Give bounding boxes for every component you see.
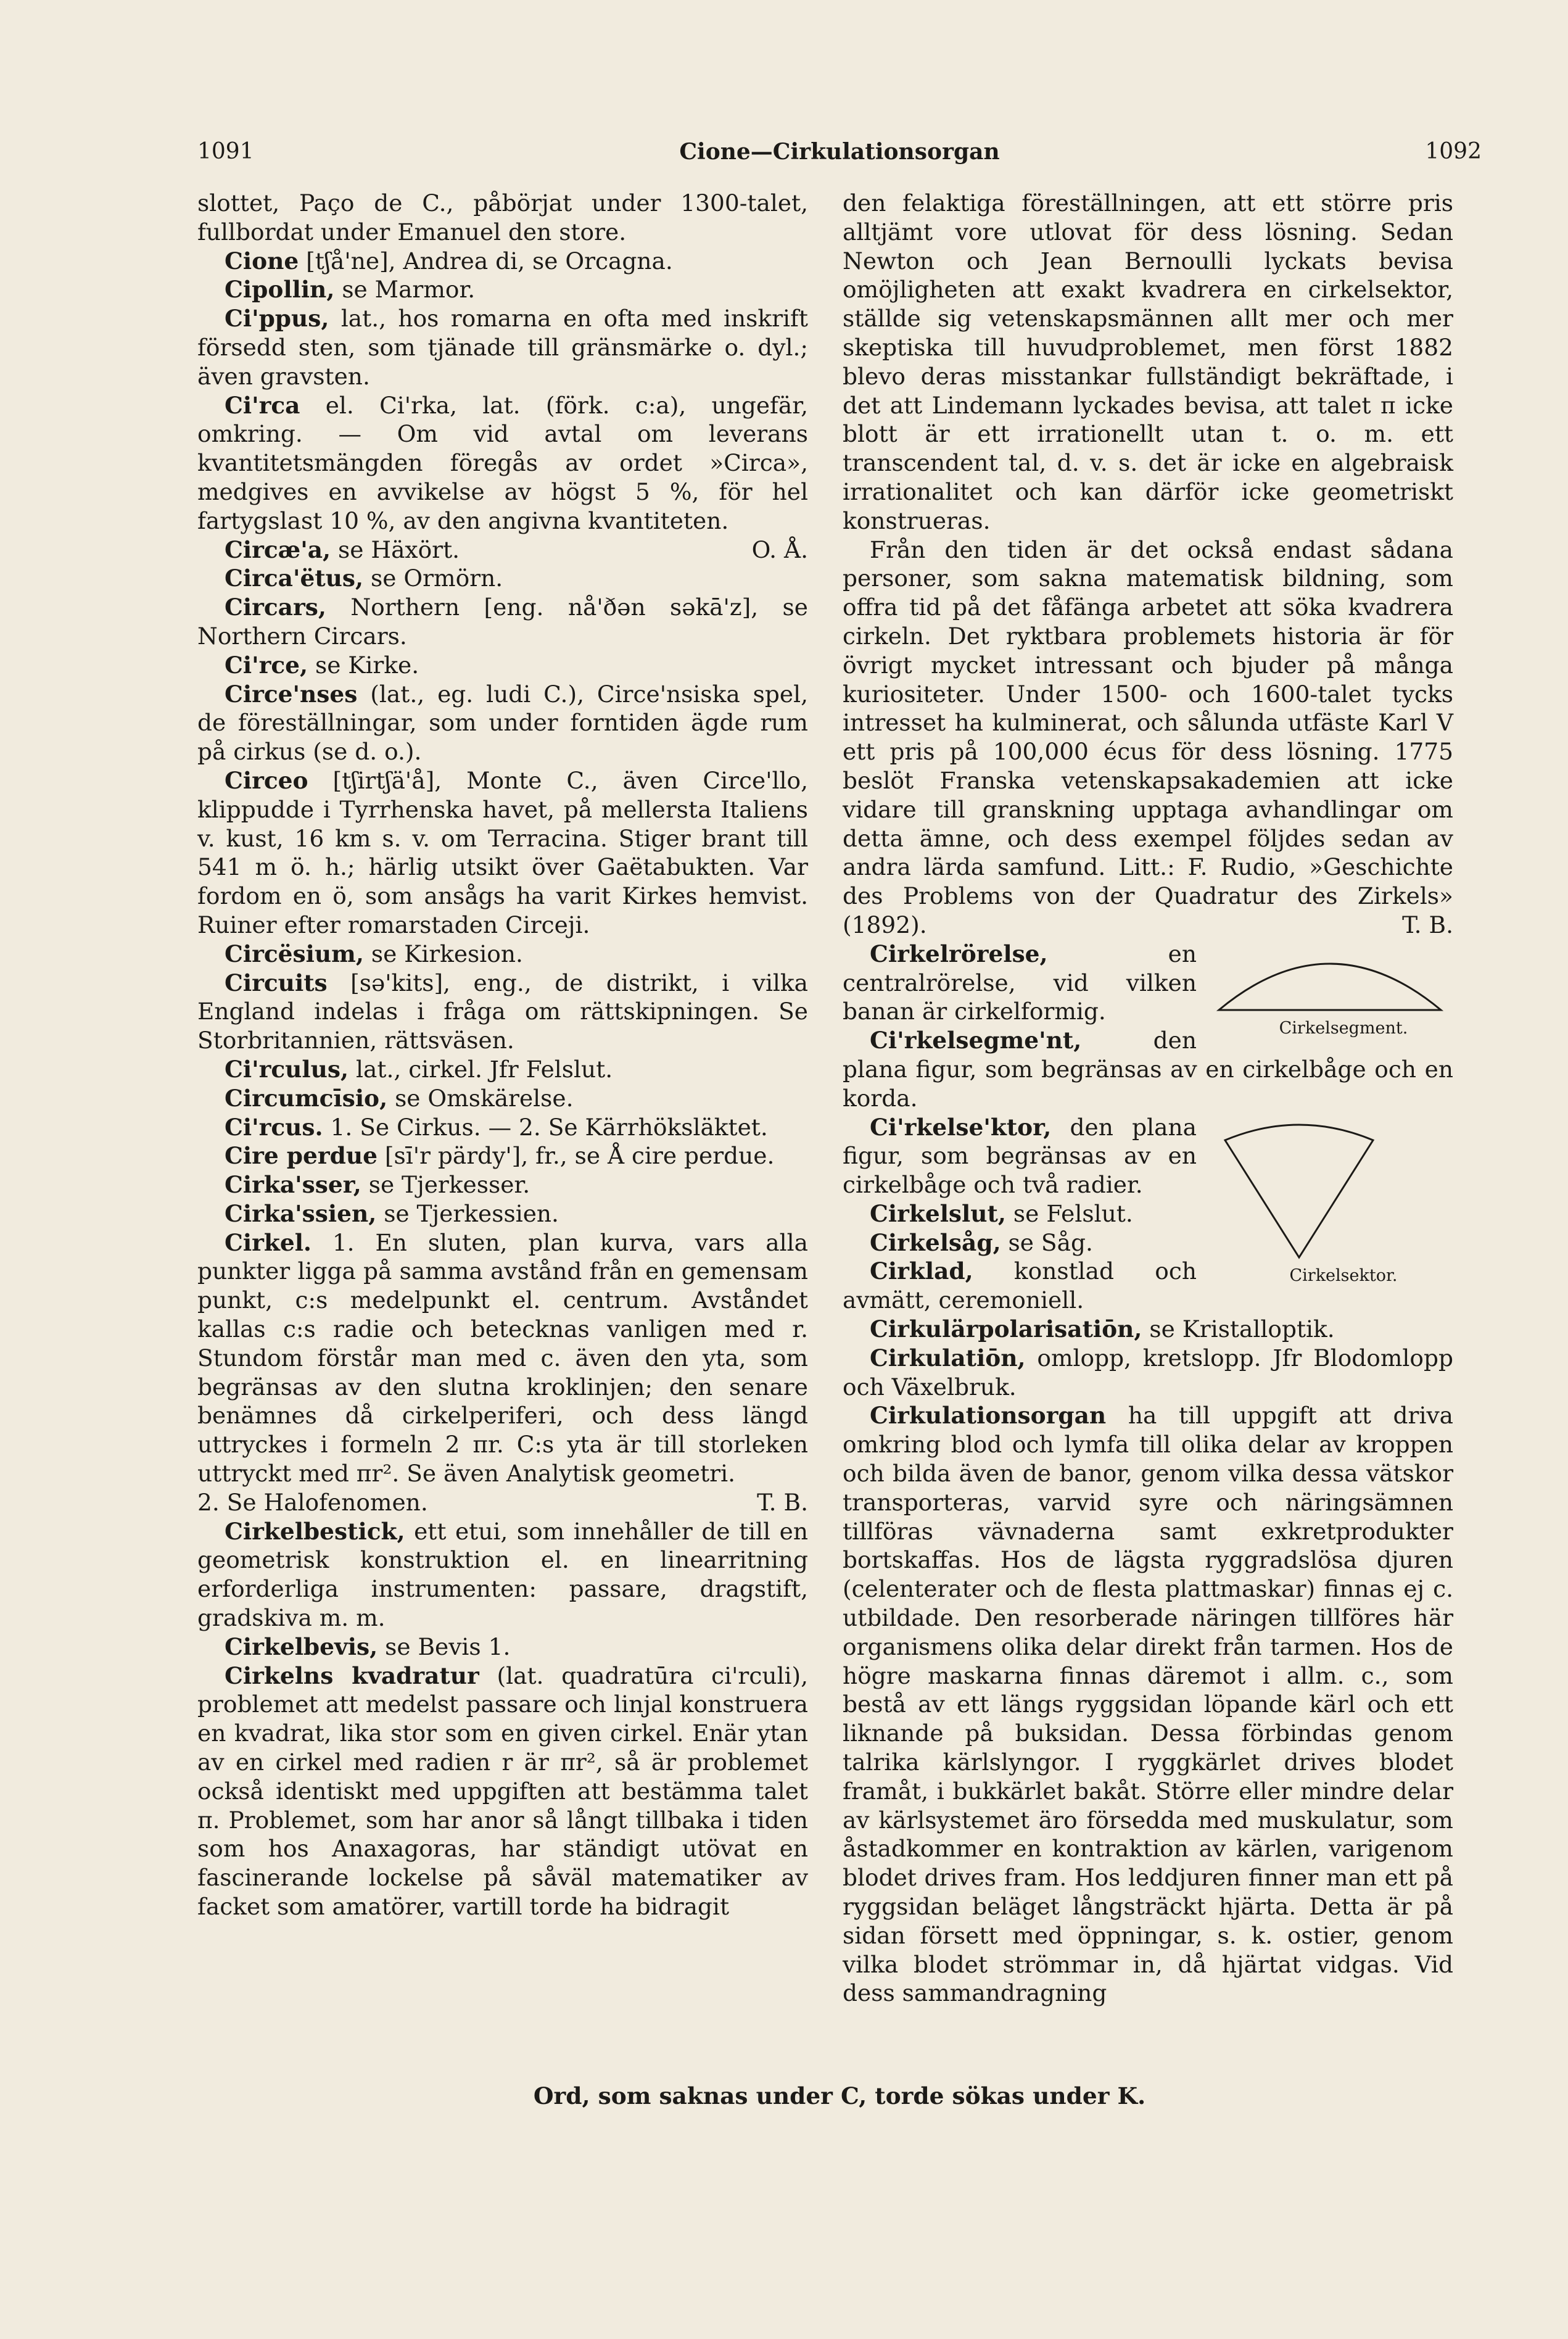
entry-headword: Cirkelsåg, <box>870 1228 1001 1256</box>
entry-headword: Cirkelbevis, <box>225 1633 378 1660</box>
entry-headword: Ci'rcus. <box>225 1113 323 1141</box>
segment-drawing <box>1207 942 1453 1016</box>
entry-text: den plana figur, som begränsas av en cirkelbåge och en korda. <box>843 1027 1453 1112</box>
dictionary-entry <box>197 1113 808 1142</box>
entry-text: lat., cirkel. Jfr Felslut. <box>356 1055 613 1083</box>
dictionary-entry <box>197 1488 808 1517</box>
entry-headword: Ci'ppus, <box>225 305 329 333</box>
dictionary-entry <box>197 275 808 304</box>
author-signature: T. B. <box>1402 911 1453 938</box>
entry-headword: Ci'rculus, <box>225 1055 349 1083</box>
entry-headword: Cirkelns kvadratur <box>225 1662 479 1689</box>
dictionary-entry <box>197 564 808 593</box>
entry-headword: Cione <box>225 247 299 275</box>
entry-headword: Ci'rca <box>225 391 300 419</box>
entry-headword: Circumcīsio, <box>225 1084 388 1112</box>
dictionary-entry <box>197 189 808 247</box>
page-header <box>197 139 1482 176</box>
entry-text: 1. Se Cirkus. — 2. Se Kärrhöksläktet. <box>330 1113 768 1141</box>
entry-text: ha till uppgift att driva omkring blod och lymfa till olika delar av kroppen och bilda även de banor, genom vilka dessa vätskor transporteras, varvid syre och näringsämnen tillföras vävnaderna samt exkretprodukter bortskaffas. Hos de lägsta ryggradslösa djuren (celenterater och de flesta plattmaskar) finnas ej c. utbildade. Den resorberade näringen tillföres här organismens olika delar direkt från tarmen. Hos de högre maskarna finnas däremot i allm. c., som bestå av ett längs ryggsidan löpande kärl och ett liknande på buksidan. Dessa förbindas genom talrika kärlslyngor. I ryggkärlet drives blodet framåt, i bukkärlet bakåt. Större eller mindre delar av kärlsystemet äro försedda med muskulatur, som åstadkommer en kontraktion av kärlen, varigenom blodet drives fram. Hos leddjuren finner man ett på ryggsidan beläget långsträckt hjärta. Detta är på sidan försett med öppningar, s. k. ostier, genom vilka blodet strömmar in, då hjärtat vidgas. Vid dess sammandragning <box>843 1402 1454 2007</box>
entry-text: se Tjerkesser. <box>368 1171 530 1199</box>
entry-headword: Circæ'a, <box>225 536 331 563</box>
entry-text: omlopp, kretslopp. Jfr Blodomlopp och Växelbruk. <box>843 1344 1453 1401</box>
dictionary-entry <box>197 1170 808 1199</box>
dictionary-entry <box>843 1315 1453 1344</box>
sector-drawing <box>1207 1116 1392 1264</box>
dictionary-entry <box>197 304 808 391</box>
figure-segment <box>1207 942 1453 1038</box>
entry-text: en centralrörelse, vid vilken banan är cirkelformig. <box>843 940 1197 1025</box>
entry-text: se Tjerkessien. <box>384 1199 559 1227</box>
entry-headword: Circe'nses <box>225 680 358 708</box>
entry-headword: Circësium, <box>225 940 364 967</box>
footer-note: Ord, som saknas under C, torde sökas under K. <box>533 2082 1146 2109</box>
right-column <box>843 189 1453 2008</box>
running-title: Cione—Cirkulationsorgan <box>679 139 1000 165</box>
entry-text: se Såg. <box>1008 1228 1093 1256</box>
dictionary-entry <box>197 969 808 1055</box>
page-number-right: 1092 <box>1425 139 1482 164</box>
entry-text: se Omskärelse. <box>395 1084 574 1112</box>
dictionary-entry <box>197 1084 808 1113</box>
entry-text: slottet, Paço de C., påbörjat under 1300-talet, fullbordat under Emanuel den store. <box>197 189 808 246</box>
dictionary-entry <box>843 1026 1453 1112</box>
entry-headword: Cirkulatiōn, <box>870 1344 1026 1372</box>
dictionary-entry <box>197 247 808 276</box>
segment-caption: Cirkelsegment. <box>1279 1018 1408 1038</box>
entry-text: konstlad och avmätt, ceremoniell. <box>843 1257 1197 1314</box>
entry-text: se Bevis 1. <box>385 1633 511 1660</box>
entry-headword: Circa'ëtus, <box>225 565 364 592</box>
entry-headword: Circeo <box>225 766 308 794</box>
dictionary-entry <box>197 1141 808 1170</box>
entry-text: se Häxört. <box>338 536 460 563</box>
entry-headword: Cire perdue <box>225 1142 378 1170</box>
entry-text: [sī'r pärdy'], fr., se Å cire perdue. <box>384 1142 775 1170</box>
dictionary-entry <box>197 680 808 766</box>
segment-outline <box>1219 964 1441 1010</box>
sector-outline <box>1225 1125 1373 1257</box>
entry-text: 2. Se Halofenomen. <box>197 1488 428 1516</box>
author-signature: T. B. <box>757 1488 808 1516</box>
entry-text: se Ormörn. <box>371 565 503 592</box>
dictionary-entry <box>197 536 808 565</box>
page-number-left: 1091 <box>197 139 254 164</box>
dictionary-entry <box>197 651 808 680</box>
entry-text: ett etui, som innehåller de till en geometrisk konstruktion el. en linearritning erforderliga instrumenten: passare, dragstift, gradskiva m. m. <box>197 1517 808 1632</box>
sector-caption: Cirkelsektor. <box>1289 1265 1398 1285</box>
entry-text: se Kristalloptik. <box>1149 1315 1335 1343</box>
entry-text: Northern [eng. nå'ðən səkā'z], se Northern Circars. <box>197 594 808 650</box>
entry-text: den plana figur, som begränsas av en cirkelbåge och två radier. <box>843 1113 1197 1199</box>
entry-headword: Cirkelslut, <box>870 1199 1006 1227</box>
entry-headword: Cirkelbestick, <box>225 1517 405 1545</box>
entry-headword: Cirklad, <box>870 1257 973 1285</box>
author-signature: O. Å. <box>751 536 808 563</box>
entry-text: (lat. quadratūra ci'rculi), problemet att medelst passare och linjal konstruera en kvadrat, lika stor som en given cirkel. Enär ytan av en cirkel med radien r är πr², så är problemet också identiskt med uppgiften att bestämma talet π. Problemet, som har anor så långt tillbaka i tiden som hos Anaxagoras, har ständigt utövat en fascinerande lockelse på såväl matematiker av facket som amatörer, vartill torde ha bidragit <box>197 1662 809 1921</box>
entry-headword: Circars, <box>225 594 326 621</box>
dictionary-entry <box>197 593 808 651</box>
entry-headword: Cirkel. <box>225 1228 312 1256</box>
entry-headword: Ci'rkelse'ktor, <box>870 1113 1052 1141</box>
dictionary-entry <box>843 940 1453 1038</box>
entry-headword: Ci'rkelsegme'nt, <box>870 1027 1082 1054</box>
entry-text: se Marmor. <box>342 276 476 304</box>
entry-headword: Cirkulärpolarisatiōn, <box>870 1315 1142 1343</box>
dictionary-entry <box>843 189 1453 536</box>
dictionary-entry <box>197 1633 808 1662</box>
dictionary-entry <box>197 1517 808 1633</box>
dictionary-entry <box>843 1401 1453 2008</box>
entry-text: [tʃirtʃä'å], Monte C., även Circe'llo, klippudde i Tyrrhenska havet, på mellersta Italiens v. kust, 16 km s. v. om Terracina. Stiger brant till 541 m ö. h.; härlig utsikt över Gaëtabukten. Var fordom en ö, som ansågs ha varit Kirkes hemvist. Ruiner efter romarstaden Circeji. <box>197 766 809 938</box>
entry-text: Från den tiden är det också endast sådana personer, som sakna matematisk bildning, som offra tid på det fåfänga arbetet att söka kvadrera cirkeln. Det ryktbara problemets historia är för övrigt mycket intressant och bjuder på många kuriositeter. Under 1500- och 1600-talet tycks intresset ha kulminerat, och sålunda utfäste Karl V ett pris på 100,000 écus för dess lösning. 1775 beslöt Franska vetenskapsakademien att icke vidare till granskning upptaga avhandlingar om detta ämne, och dess exempel följdes sedan av andra lärda samfund. Litt.: F. Rudio, »Geschichte des Problems von der Quadratur des Zirkels» (1892). <box>843 536 1453 938</box>
dictionary-entry <box>843 536 1453 940</box>
entry-text: se Kirkesion. <box>371 940 523 967</box>
dictionary-entry <box>197 1199 808 1228</box>
dictionary-entry <box>197 1662 808 1921</box>
entry-text: se Felslut. <box>1013 1199 1133 1227</box>
entry-headword: Cirka'sser, <box>225 1171 361 1199</box>
dictionary-entry <box>197 1055 808 1084</box>
entry-text: se Kirke. <box>315 651 419 679</box>
entry-headword: Cirkelrörelse, <box>870 940 1048 967</box>
entry-headword: Ci'rce, <box>225 651 308 679</box>
entry-text: lat., hos romarna en ofta med inskrift försedd sten, som tjänade till gränsmärke o. dyl.; även gravsten. <box>197 305 808 390</box>
entry-text: (lat., eg. ludi C.), Circe'nsiska spel, de föreställningar, som under forntiden ägde rum på cirkus (se d. o.). <box>197 680 809 766</box>
entry-headword: Cirka'ssien, <box>225 1199 377 1227</box>
dictionary-entry <box>197 940 808 969</box>
entry-text: el. Ci'rka, lat. (förk. c:a), ungefär, omkring. — Om vid avtal om leverans kvantitetsmängden föregås av ordet »Circa», medgives en avvikelse av högst 5 %, för hel fartygslast 10 %, av den angivna kvantiteten. <box>197 391 808 534</box>
entry-text: 1. En sluten, plan kurva, vars alla punkter ligga på samma avstånd från en gemensam punkt, c:s medelpunkt el. centrum. Avståndet kallas c:s radie och betecknas vanligen med r. Stundom förstår man med c. även den yta, som begränsas av den slutna kroklinjen; den senare benämnes då cirkelperiferi, och dess längd uttryckes i formeln 2 πr. C:s yta är till storleken uttryckt med πr². Se även Analytisk geometri. <box>197 1228 808 1488</box>
entry-headword: Circuits <box>225 969 328 996</box>
entry-headword: Cirkulationsorgan <box>870 1402 1107 1430</box>
entry-text: [tʃå'ne], Andrea di, se Orcagna. <box>306 247 673 275</box>
dictionary-entry <box>197 766 808 940</box>
figure-sector <box>1207 1116 1453 1286</box>
left-column <box>197 189 808 1921</box>
entry-text: den felaktiga föreställningen, att ett större pris alltjämt vore utlovat för dess lösning. Sedan Newton och Jean Bernoulli lyckats bevisa omöjligheten att exakt kvadrera en cirkelsektor, ställde sig vetenskapsmännen allt mer och mer skeptiska till huvudproblemet, men först 1882 blevo deras misstankar fullständigt bekräftade, i det att Lindemann lyckades bevisa, att talet π icke blott är ett irrationellt utan t. o. m. ett transcendent tal, d. v. s. det är icke en algebraisk irrationalitet och kan därför icke geometriskt konstrueras. <box>843 189 1453 534</box>
entry-headword: Cipollin, <box>225 276 335 304</box>
entry-text: [sə'kits], eng., de distrikt, i vilka England indelas i fråga om rättskipningen. Se Storbritannien, rättsväsen. <box>197 969 809 1054</box>
dictionary-entry <box>843 1344 1453 1402</box>
